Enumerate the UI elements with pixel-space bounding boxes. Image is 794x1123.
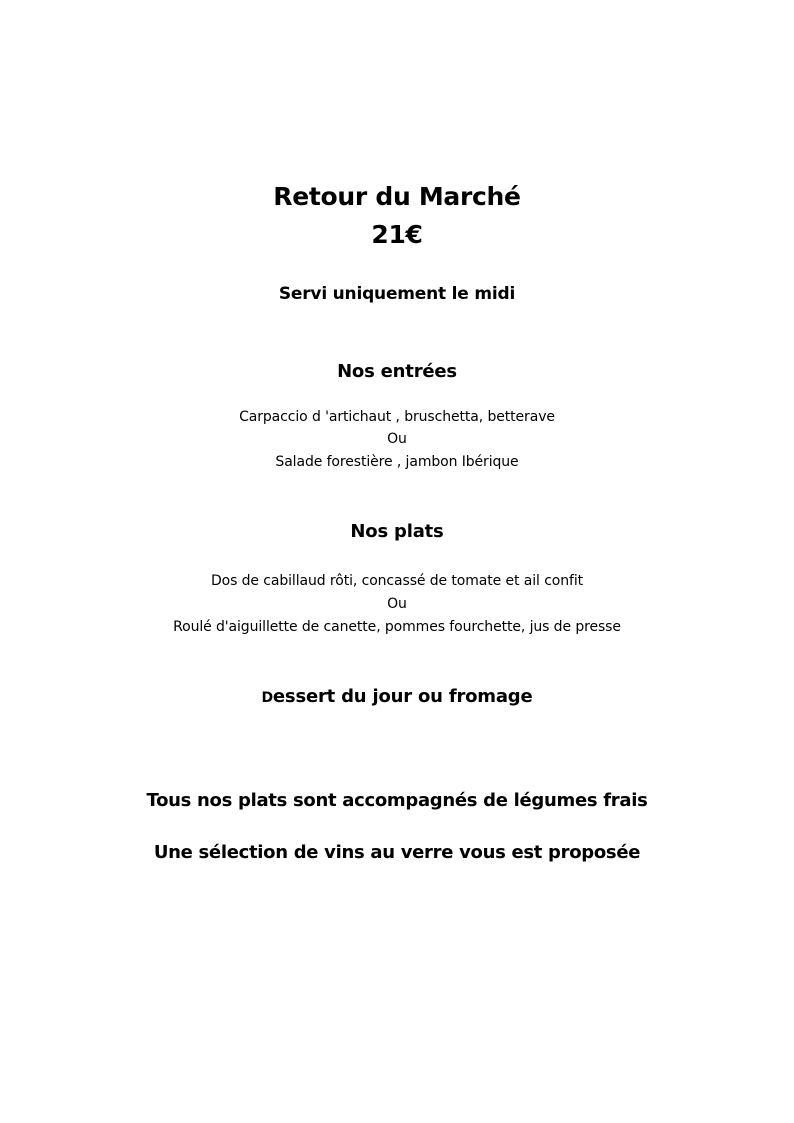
- dessert-initial: D: [261, 690, 273, 706]
- dessert-text: essert du jour ou fromage: [272, 686, 533, 707]
- main-separator: Ou: [387, 596, 407, 612]
- menu-title: Retour du Marché: [273, 182, 521, 211]
- dessert-line: [0, 686, 794, 707]
- mains-heading: Nos plats: [350, 521, 444, 542]
- menu-price: 21€: [371, 220, 423, 249]
- starter-option-1: Carpaccio d 'artichaut , bruschetta, betterave: [239, 409, 555, 425]
- main-option-1: Dos de cabillaud rôti, concassé de tomate et ail confit: [210, 573, 584, 589]
- vegetables-note: Tous nos plats sont accompagnés de légumes frais: [146, 790, 648, 811]
- menu-subtitle: Servi uniquement le midi: [278, 284, 516, 304]
- starter-option-2: Salade forestière , jambon Ibérique: [275, 454, 519, 470]
- wine-note: Une sélection de vins au verre vous est proposée: [153, 842, 641, 863]
- starters-heading: Nos entrées: [337, 361, 457, 382]
- starter-separator: Ou: [387, 431, 407, 447]
- main-option-2: Roulé d'aiguillette de canette, pommes fourchette, jus de presse: [173, 619, 621, 635]
